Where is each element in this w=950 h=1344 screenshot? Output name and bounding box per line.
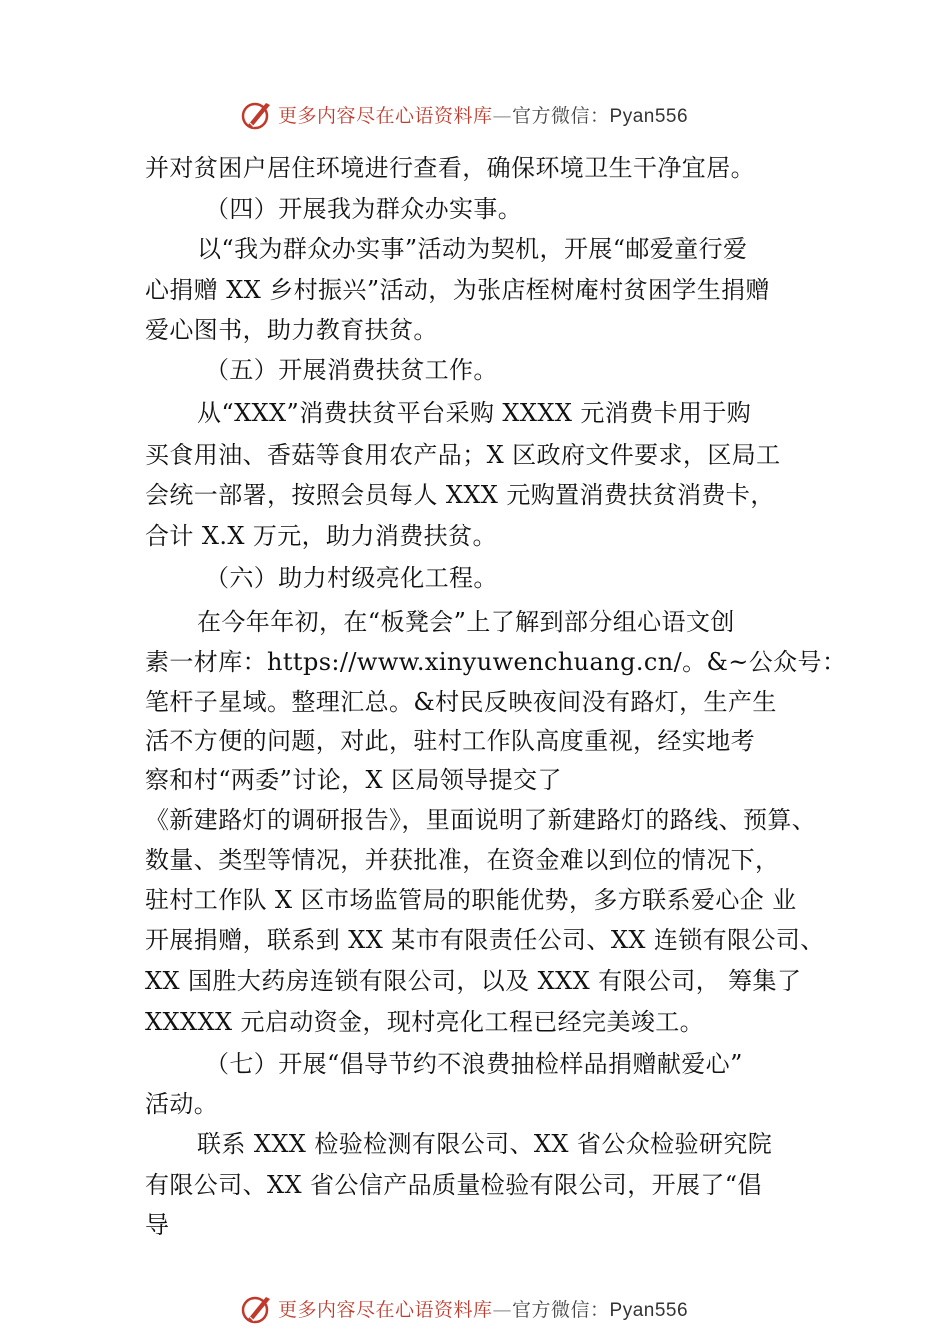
body-line: 开展捐赠，联系到 XX 某市有限责任公司、XX 连锁有限公司、 xyxy=(145,926,825,954)
body-line: 心捐赠 XX 乡村振兴”活动，为张店桎树庵村贫困学生捐赠 xyxy=(145,276,770,304)
body-line: 买食用油、香菇等食用农产品；X 区政府文件要求，区局工 xyxy=(145,441,781,469)
quill-pen-logo-icon xyxy=(240,1291,274,1325)
body-line: 笔杆子星域。整理汇总。&村民反映夜间没有路灯，生产生 xyxy=(145,688,777,716)
body-line: 会统一部署，按照会员每人 XXX 元购置消费扶贫消费卡， xyxy=(145,481,775,509)
quill-pen-logo-icon xyxy=(240,97,274,131)
watermark-brand: 更多内容尽在心语资料库 xyxy=(278,1298,493,1321)
watermark-wechat-label: 官方微信： xyxy=(512,104,610,127)
watermark-wechat-id: Pyan556 xyxy=(609,105,689,127)
body-line: 数量、类型等情况，并获批准，在资金难以到位的情况下， xyxy=(145,846,780,874)
watermark-banner-bottom xyxy=(240,1288,740,1328)
body-line: 察和村“两委”讨论，X 区局领导提交了 xyxy=(145,766,562,794)
watermark-wechat-label: 官方微信： xyxy=(512,1298,610,1321)
body-line: 以“我为群众办实事”活动为契机，开展“邮爱童行爱 xyxy=(197,235,748,263)
body-line: 联系 XXX 检验检测有限公司、XX 省公众检验研究院 xyxy=(197,1130,773,1158)
body-line: 从“XXX”消费扶贫平台采购 XXXX 元消费卡用于购 xyxy=(197,399,752,427)
body-line: 有限公司、XX 省公信产品质量检验有限公司，开展了“倡 xyxy=(145,1171,762,1199)
body-line: 并对贫困户居住环境进行查看，确保环境卫生干净宜居。 xyxy=(145,154,755,182)
watermark-dash: — xyxy=(492,1298,513,1321)
body-line: XXXXX 元启动资金，现村亮化工程已经完美竣工。 xyxy=(145,1008,705,1036)
body-line: 导 xyxy=(145,1211,170,1239)
section-heading: （七）开展“倡导节约不浪费抽检样品捐赠献爱心” xyxy=(205,1050,743,1078)
watermark-text xyxy=(278,101,688,128)
body-line: 在今年年初，在“板凳会”上了解到部分组心语文创 xyxy=(197,608,735,636)
body-line: 素一材库：https://www.xinyuwenchuang.cn/。&~公众号： xyxy=(145,648,847,676)
section-heading: （四）开展我为群众办实事。 xyxy=(205,195,523,223)
body-line: 活不方便的问题，对此，驻村工作队高度重视，经实地考 xyxy=(145,727,755,755)
body-line: XX 国胜大药房连锁有限公司，以及 XXX 有限公司， 筹集了 xyxy=(145,967,802,995)
section-heading: （六）助力村级亮化工程。 xyxy=(205,564,498,592)
watermark-text xyxy=(278,1295,688,1322)
body-line: 《新建路灯的调研报告》，里面说明了新建路灯的路线、预算、 xyxy=(145,806,817,834)
section-heading: （五）开展消费扶贫工作。 xyxy=(205,356,498,384)
body-line: 爱心图书，助力教育扶贫。 xyxy=(145,316,438,344)
watermark-brand: 更多内容尽在心语资料库 xyxy=(278,104,493,127)
watermark-banner-top xyxy=(240,94,740,134)
body-line: 合计 X.X 万元，助力消费扶贫。 xyxy=(145,522,497,550)
body-line: 活动。 xyxy=(145,1090,219,1118)
body-line: 驻村工作队 X 区市场监管局的职能优势，多方联系爱心企 业 xyxy=(145,886,797,914)
watermark-wechat-id: Pyan556 xyxy=(609,1299,689,1321)
watermark-dash: — xyxy=(492,104,513,127)
